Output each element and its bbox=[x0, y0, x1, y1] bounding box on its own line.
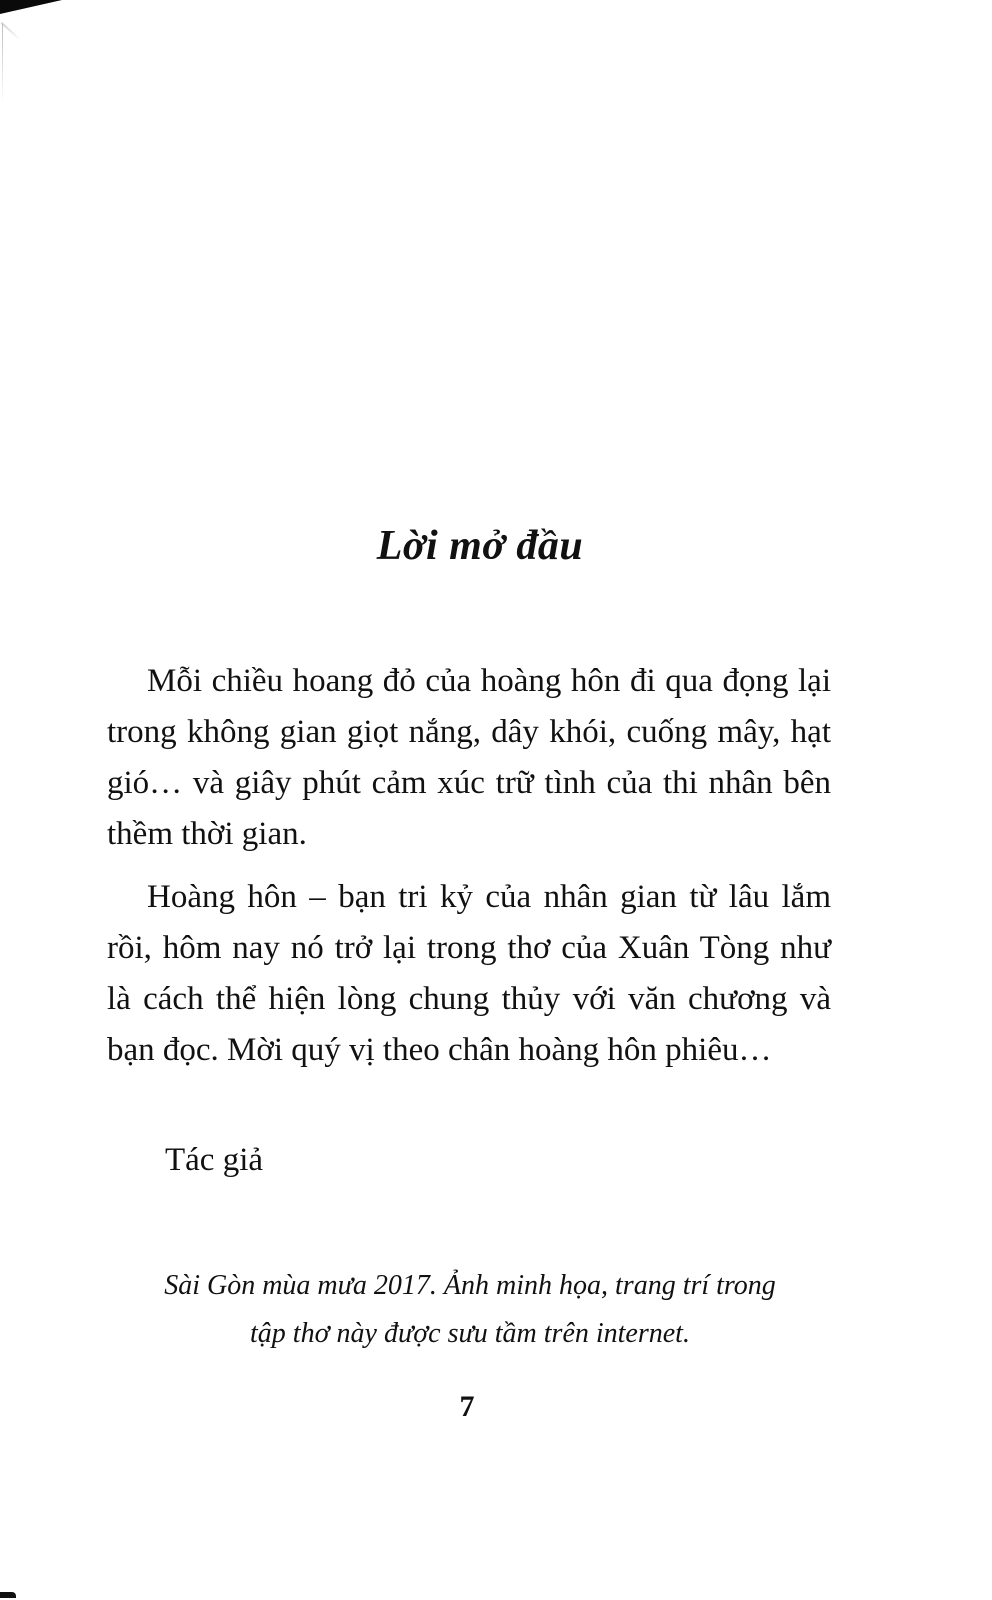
paragraph: Mỗi chiều hoang đỏ của hoàng hôn đi qua đọng lại trong không gian giọt nắng, dây khói, cuống mây, hạt gió… và giây phút cảm xúc trữ tình của thi nhân bên thềm thời gian. bbox=[107, 663, 831, 852]
scan-corner-shadow bbox=[0, 0, 62, 14]
author-signature: Tác giả bbox=[165, 1142, 264, 1178]
scan-edge-line bbox=[2, 24, 3, 104]
scan-bottom-mark bbox=[0, 1592, 16, 1598]
preface-body bbox=[107, 656, 831, 1088]
paragraph: Hoàng hôn – bạn tri kỷ của nhân gian từ lâu lắm rồi, hôm nay nó trở lại trong thơ của Xuân Tòng như là cách thể hiện lòng chung thủy với văn chương và bạn đọc. Mời quý vị theo chân hoàng hôn phiêu… bbox=[107, 879, 831, 1068]
footnote-line: Sài Gòn mùa mưa 2017. Ảnh minh họa, trang trí trong bbox=[164, 1270, 776, 1301]
scan-page-fold bbox=[1, 22, 22, 41]
page-title: Lời mở đầu bbox=[376, 523, 584, 569]
footnote bbox=[110, 1262, 830, 1358]
footnote-line: tập thơ này được sưu tầm trên internet. bbox=[250, 1318, 690, 1349]
page-number: 7 bbox=[459, 1390, 475, 1423]
